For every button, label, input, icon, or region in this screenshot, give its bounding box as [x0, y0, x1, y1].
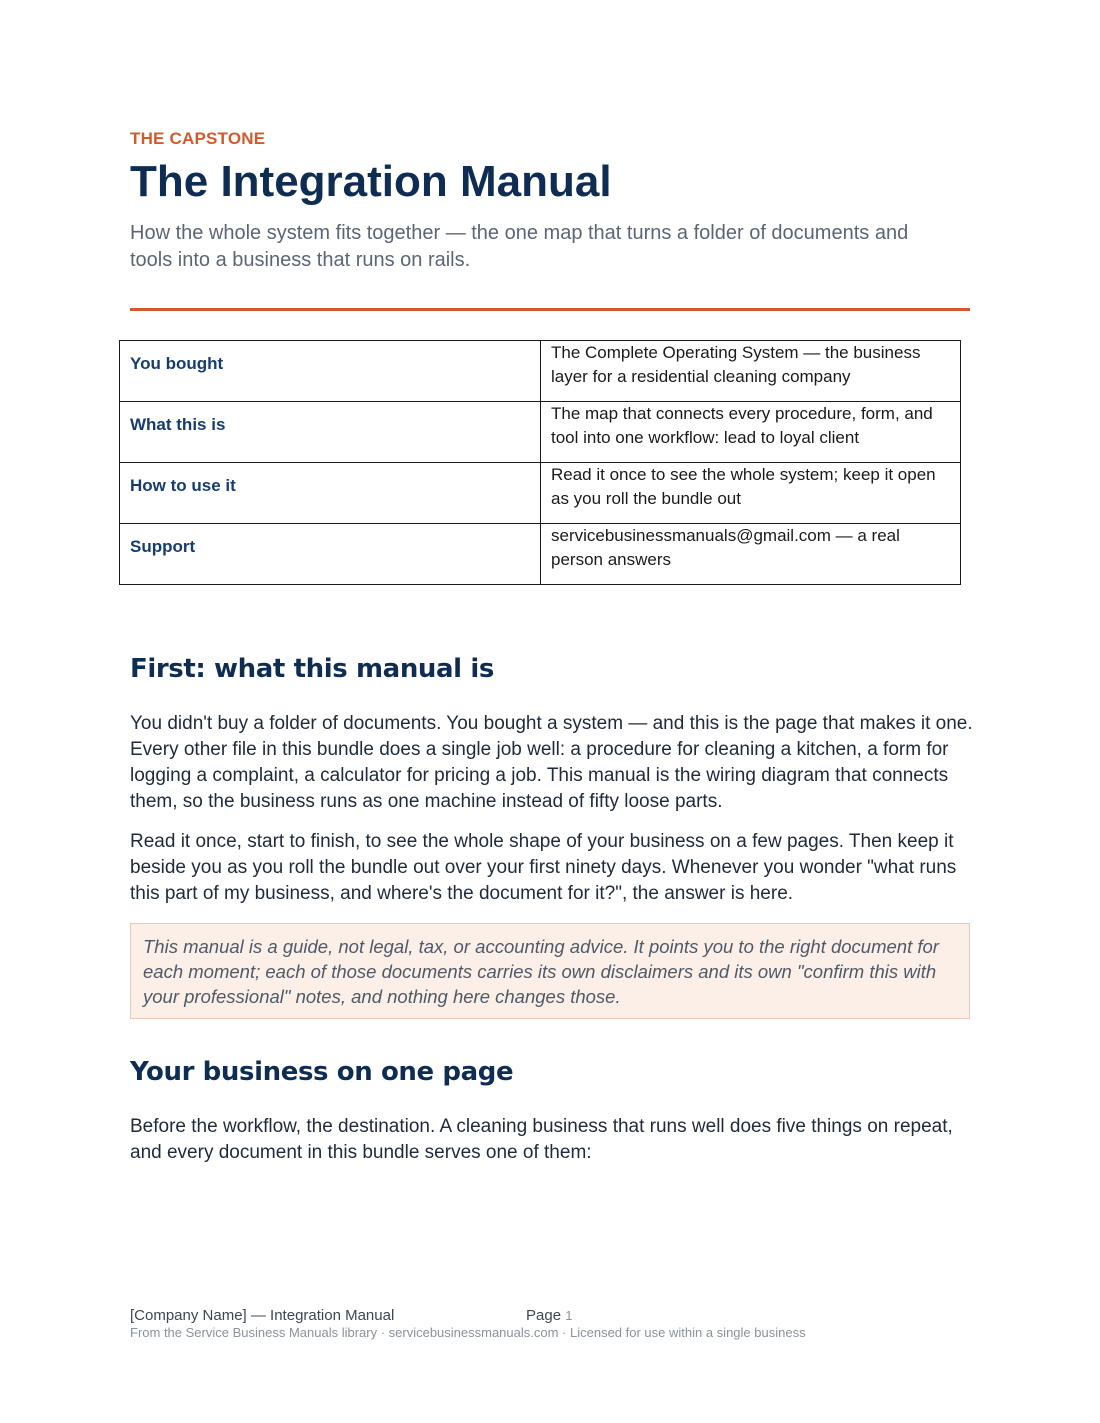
table-key-cell: Support [120, 524, 541, 585]
footer-page-indicator [526, 1307, 572, 1324]
table-row [120, 341, 961, 402]
footer-doc-label: [Company Name] — Integration Manual [130, 1307, 395, 1324]
footer-page-number: 1 [565, 1308, 573, 1323]
body-paragraph: You didn't buy a folder of documents. You bought a system — and this is the page that makes it one. Every other file in this bundle does a single job well: a procedure for cleaning a kitchen, a form for logging a complaint, a calculator for pricing a job. This manual is the wiring diagram that connects them, so the business runs as one machine instead of fifty loose parts. [130, 713, 973, 812]
table-row [120, 402, 961, 463]
table-row [120, 524, 961, 585]
table-value-cell: The Complete Operating System — the business layer for a residential cleaning company [541, 341, 961, 402]
table-key-cell: You bought [120, 341, 541, 402]
eyebrow-label: THE CAPSTONE [130, 129, 266, 148]
table-value-cell: The map that connects every procedure, form, and tool into one workflow: lead to loyal client [541, 402, 961, 463]
header-divider [130, 308, 970, 311]
footer-page-label: Page [526, 1307, 562, 1324]
body-paragraph: Before the workflow, the destination. A cleaning business that runs well does five things on repeat, and every document in this bundle serves one of them: [130, 1116, 953, 1163]
footer-library-line: From the Service Business Manuals library · servicebusinessmanuals.com · Licensed for use within a single business [130, 1325, 806, 1340]
table-row [120, 463, 961, 524]
table-key-cell: How to use it [120, 463, 541, 524]
summary-table [119, 340, 961, 585]
section-heading-business-one-page: Your business on one page [130, 1057, 514, 1087]
document-header [130, 128, 970, 311]
body-paragraph: Read it once, start to finish, to see the whole shape of your business on a few pages. Then keep it beside you as you roll the bundle out over your first ninety days. Whenever you wonder "what runs this part of my business, and where's the document for it?", the answer is here. [130, 831, 957, 904]
page-subtitle: How the whole system fits together — the one map that turns a folder of documents and tools into a business that runs on rails. [130, 222, 909, 271]
table-value-cell: servicebusinessmanuals@gmail.com — a real person answers [541, 524, 961, 585]
disclaimer-callout: This manual is a guide, not legal, tax, or accounting advice. It points you to the right document for each moment; each of those documents carries its own disclaimers and its own "confirm this with your professional" notes, and nothing here changes those. [130, 923, 970, 1019]
table-key-cell: What this is [120, 402, 541, 463]
page-title: The Integration Manual [130, 157, 612, 206]
table-value-cell: Read it once to see the whole system; keep it open as you roll the bundle out [541, 463, 961, 524]
section-heading-what-this-is: First: what this manual is [130, 654, 494, 684]
